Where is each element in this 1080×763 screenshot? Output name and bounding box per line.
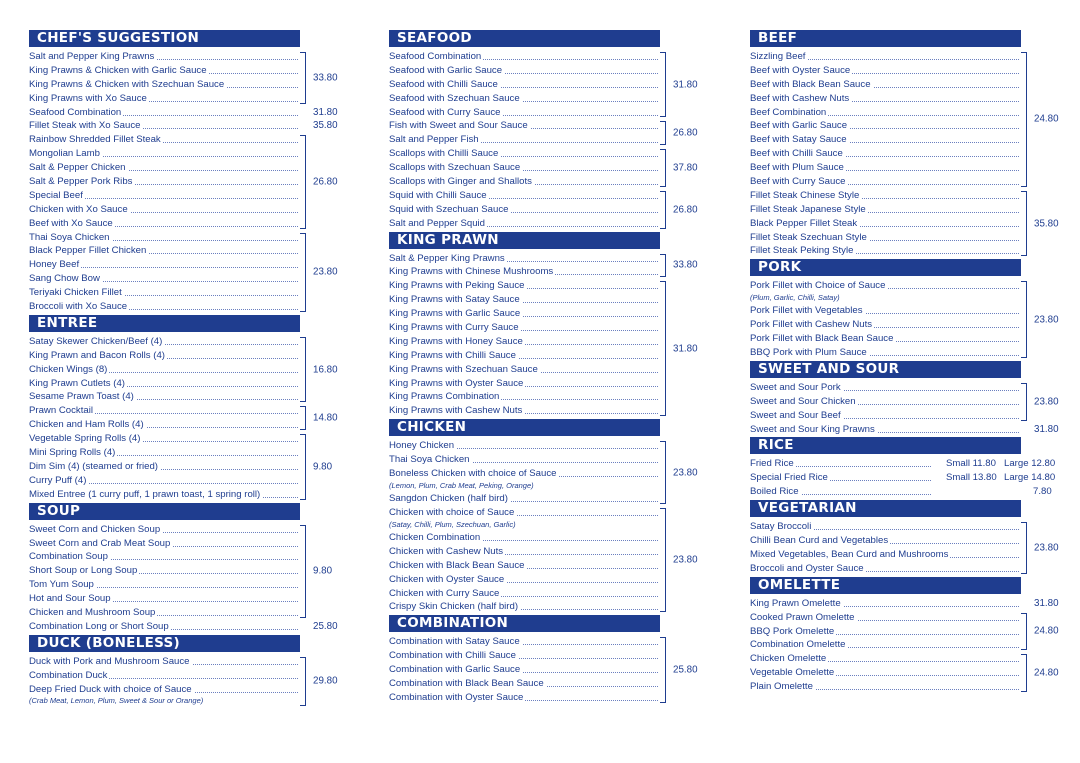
item-name: Thai Soya Chicken (389, 454, 470, 466)
group-price: 9.80 (313, 565, 333, 577)
price-group (389, 439, 713, 506)
group-price: 9.80 (313, 461, 333, 473)
price-group (750, 652, 1074, 694)
section-header: DUCK (BONELESS) (29, 635, 300, 652)
menu-item (750, 597, 1074, 611)
item-name: Broccoli with Xo Sauce (29, 301, 128, 313)
item-name: King Prawns with Garlic Sauce (389, 308, 521, 320)
group-price: 14.80 (313, 412, 338, 424)
group-bracket (660, 441, 666, 504)
item-name: Chicken and Mushroom Soup (29, 606, 156, 618)
small-price: Small 11.80 (946, 458, 996, 470)
item-name: Chicken Omelette (750, 653, 827, 665)
section-seafood (389, 30, 713, 231)
item-name: Mini Spring Rolls (4) (29, 447, 116, 459)
group-bracket (660, 149, 666, 187)
group-price: 37.80 (673, 162, 698, 174)
item-name: King Prawns with Peking Sauce (389, 280, 525, 292)
item-name: Scallops with Ginger and Shallots (389, 176, 532, 188)
item-name: Sweet Corn and Crab Meat Soup (29, 537, 171, 549)
item-sauce-options: (Plum, Garlic, Chilli, Satay) (750, 293, 840, 303)
item-name: Sizzling Beef (750, 51, 806, 62)
item-name: Beef with Satay Sauce (750, 134, 847, 146)
item-name: King Prawns with Cashew Nuts (389, 405, 523, 417)
large-price: Large 12.80 (1004, 458, 1056, 470)
item-name: Salt & Pepper King Prawns (389, 252, 505, 264)
item-name: Black Pepper Fillet Steak (750, 217, 858, 229)
price-group (750, 423, 1074, 437)
group-bracket (1021, 613, 1027, 651)
item-name: Combination Duck (29, 669, 108, 681)
item-sauce-options: (Satay, Chilli, Plum, Szechuan, Garlic) (389, 519, 516, 529)
price-group (29, 404, 353, 432)
item-name: Beef with Plum Sauce (750, 162, 844, 174)
item-name: Seafood with Garlic Sauce (389, 64, 503, 76)
group-bracket (300, 406, 306, 430)
group-bracket (300, 657, 306, 706)
item-name: Salt and Pepper King Prawns (29, 51, 155, 62)
item-name: Seafood Combination (29, 106, 122, 118)
item-name: Sweet and Sour King Prawns (750, 423, 875, 435)
item-name: King Prawns with Chilli Sauce (389, 349, 516, 361)
item-name: Sweet and Sour Pork (750, 381, 841, 393)
group-price: 24.80 (1034, 625, 1059, 637)
item-name: Pork Fillet with Choice of Sauce (750, 280, 886, 292)
section-vegetarian (750, 500, 1074, 576)
item-name: Chicken with Xo Sauce (29, 203, 128, 215)
item-price: 31.80 (313, 106, 338, 118)
group-price: 26.80 (673, 127, 698, 139)
item-name: Chilli Bean Curd and Vegetables (750, 535, 889, 547)
item-name: Black Pepper Fillet Chicken (29, 245, 147, 257)
item-name: King Prawns with Oyster Sauce (389, 377, 524, 389)
price-group (750, 50, 1074, 189)
item-name: Scallops with Szechuan Sauce (389, 162, 521, 174)
item-name: Boneless Chicken with choice of Sauce (389, 468, 557, 480)
price-group (389, 50, 713, 119)
item-name: Teriyaki Chicken Fillet (29, 287, 122, 299)
item-name: Beef Combination (750, 106, 827, 118)
item-name: Fillet Steak Peking Style (750, 245, 854, 257)
group-bracket (1021, 52, 1027, 187)
price-group (29, 119, 353, 133)
item-name: King Prawns Combination (389, 391, 500, 403)
item-name: Crispy Skin Chicken (half bird) (389, 601, 519, 613)
group-bracket (660, 254, 666, 278)
section-combination (389, 615, 713, 704)
item-name: Squid with Chilli Sauce (389, 189, 487, 201)
group-bracket (300, 135, 306, 228)
group-bracket (660, 121, 666, 145)
item-name: Chicken Combination (389, 531, 481, 543)
item-name: Fillet Steak Szechuan Style (750, 231, 867, 243)
section-chef-s-suggestion (29, 30, 353, 314)
item-name: King Prawn Cutlets (4) (29, 377, 125, 389)
item-name: Special Beef (29, 189, 83, 201)
item-name: King Prawns with Szechuan Sauce (389, 363, 538, 375)
item-name: Chicken with Black Bean Sauce (389, 559, 525, 571)
section-header: VEGETARIAN (750, 500, 1021, 517)
price-group (389, 506, 713, 614)
group-price: 26.80 (313, 176, 338, 188)
item-price: 31.80 (1034, 597, 1059, 609)
price-group (389, 147, 713, 189)
price-group (389, 119, 713, 147)
section-header: RICE (750, 437, 1021, 454)
item-sauce-options: (Lemon, Plum, Crab Meat, Peking, Orange) (389, 480, 534, 490)
item-name: Combination with Satay Sauce (389, 636, 520, 648)
price-group (389, 252, 713, 280)
item-name: Pork Fillet with Black Bean Sauce (750, 333, 894, 345)
group-price: 26.80 (673, 204, 698, 216)
group-price: 16.80 (313, 364, 338, 376)
price-group (389, 189, 713, 231)
group-bracket (1021, 383, 1027, 421)
item-name: Combination with Black Bean Sauce (389, 677, 544, 689)
item-name: Chicken with Cashew Nuts (389, 545, 504, 557)
group-bracket (660, 191, 666, 229)
price-group (29, 655, 353, 708)
item-name: Beef with Chilli Sauce (750, 148, 843, 160)
group-bracket (660, 637, 666, 702)
item-name: Salt & Pepper Pork Ribs (29, 176, 133, 188)
price-group (29, 50, 353, 106)
group-bracket (1021, 191, 1027, 256)
item-name: Vegetable Spring Rolls (4) (29, 433, 141, 445)
item-name: King Prawns & Chicken with Garlic Sauce (29, 64, 207, 76)
price-group (750, 279, 1074, 360)
price-group (750, 381, 1074, 423)
item-name: Vegetable Omelette (750, 667, 835, 679)
item-name: Mixed Entree (1 curry puff, 1 prawn toast, 1 spring roll) (29, 488, 261, 500)
item-name: Satay Skewer Chicken/Beef (4) (29, 335, 163, 347)
item-name: Mixed Vegetables, Bean Curd and Mushrooms (750, 548, 949, 560)
item-name: Deep Fried Duck with choice of Sauce (29, 683, 192, 695)
item-name: Squid with Szechuan Sauce (389, 203, 509, 215)
group-price: 29.80 (313, 675, 338, 687)
menu-item (750, 457, 1074, 471)
price-group (29, 133, 353, 230)
group-price: 31.80 (673, 343, 698, 355)
menu-item (29, 620, 353, 634)
item-name: Salt and Pepper Squid (389, 217, 486, 229)
item-name: Plain Omelette (750, 681, 813, 693)
menu-column (29, 30, 353, 709)
item-name: Chicken with choice of Sauce (389, 506, 515, 518)
section-entree (29, 315, 353, 502)
group-bracket (660, 281, 666, 416)
group-price: 23.80 (673, 554, 698, 566)
price-group (29, 432, 353, 501)
section-omelette (750, 577, 1074, 694)
item-name: Seafood with Curry Sauce (389, 106, 501, 118)
menu-column (389, 30, 713, 706)
item-price: 35.80 (313, 120, 338, 132)
item-name: Satay Broccoli (750, 521, 812, 533)
section-soup (29, 503, 353, 634)
item-name: Chicken with Oyster Sauce (389, 573, 505, 585)
menu-item (750, 471, 1074, 485)
item-name: Thai Soya Chicken (29, 231, 110, 243)
item-name: Combination with Chilli Sauce (389, 650, 516, 662)
large-price: Large 14.80 (1004, 472, 1056, 484)
item-name: Cooked Prawn Omelette (750, 611, 855, 623)
item-name: Combination with Oyster Sauce (389, 691, 524, 703)
item-name: King Prawns with Curry Sauce (389, 322, 519, 334)
menu-item (29, 119, 353, 133)
item-name: Combination with Garlic Sauce (389, 664, 521, 676)
price-group (29, 335, 353, 404)
item-name: Scallops with Chilli Sauce (389, 148, 499, 160)
price-group (750, 597, 1074, 611)
item-name: Fillet Steak Japanese Style (750, 203, 866, 215)
item-name: Honey Beef (29, 259, 80, 271)
item-name: Sweet and Sour Chicken (750, 395, 856, 407)
group-price: 33.80 (673, 259, 698, 271)
item-name: Fish with Sweet and Sour Sauce (389, 120, 528, 132)
item-name: Chicken Wings (8) (29, 363, 108, 375)
item-name: Seafood Combination (389, 51, 482, 62)
section-header: OMELETTE (750, 577, 1021, 594)
section-header: KING PRAWN (389, 232, 660, 249)
menu-item (750, 423, 1074, 437)
item-price: 31.80 (1034, 423, 1059, 435)
item-name: Chicken and Ham Rolls (4) (29, 419, 144, 431)
item-name: King Prawns with Satay Sauce (389, 294, 520, 306)
item-sauce-options: (Crab Meat, Lemon, Plum, Sweet & Sour or Orange) (29, 696, 204, 706)
item-name: Sweet and Sour Beef (750, 409, 841, 421)
section-rice (750, 437, 1074, 499)
section-header: SEAFOOD (389, 30, 660, 47)
section-header: PORK (750, 259, 1021, 276)
group-bracket (660, 508, 666, 612)
group-price: 25.80 (673, 664, 698, 676)
item-name: Prawn Cocktail (29, 405, 93, 417)
price-group (750, 189, 1074, 258)
item-name: Combination Soup (29, 551, 108, 563)
item-name: Beef with Cashew Nuts (750, 92, 850, 104)
item-name: Mongolian Lamb (29, 148, 100, 160)
item-name: King Prawn and Bacon Rolls (4) (29, 349, 165, 361)
item-name: Hot and Sour Soup (29, 593, 111, 605)
group-bracket (1021, 281, 1027, 358)
section-duck-boneless (29, 635, 353, 708)
item-name: Salt and Pepper Fish (389, 134, 479, 146)
item-price: 25.80 (313, 620, 338, 632)
section-header: CHEF'S SUGGESTION (29, 30, 300, 47)
group-price: 23.80 (1034, 396, 1059, 408)
section-pork (750, 259, 1074, 360)
item-name: BBQ Pork with Plum Sauce (750, 347, 867, 359)
section-king-prawn (389, 232, 713, 419)
price-group (29, 106, 353, 120)
price-group (750, 520, 1074, 576)
section-sweet-and-sour (750, 361, 1074, 437)
group-price: 31.80 (673, 79, 698, 91)
item-name: Sangdon Chicken (half bird) (389, 493, 508, 505)
item-name: Seafood with Chilli Sauce (389, 78, 498, 90)
item-name: Fried Rice (750, 458, 794, 470)
item-name: Beef with Curry Sauce (750, 176, 846, 188)
small-price: Small 13.80 (946, 472, 997, 484)
item-name: Curry Puff (4) (29, 474, 87, 486)
group-price: 23.80 (1034, 542, 1059, 554)
group-price: 24.80 (1034, 113, 1059, 125)
price-group (29, 231, 353, 314)
item-name: Dim Sim (4) (steamed or fried) (29, 460, 159, 472)
price-group (29, 620, 353, 634)
section-header: ENTREE (29, 315, 300, 332)
item-name: Tom Yum Soup (29, 579, 94, 591)
group-price: 35.80 (1034, 218, 1059, 230)
item-name: Special Fried Rice (750, 472, 828, 484)
menu-item (750, 485, 1074, 499)
section-header: SWEET AND SOUR (750, 361, 1021, 378)
item-price: 7.80 (1033, 486, 1052, 498)
group-bracket (300, 52, 306, 104)
group-bracket (300, 337, 306, 402)
group-price: 33.80 (313, 72, 338, 84)
menu-column (750, 30, 1074, 695)
item-name: King Prawns & Chicken with Szechuan Sauce (29, 78, 225, 90)
section-header: COMBINATION (389, 615, 660, 632)
item-name: Beef with Oyster Sauce (750, 64, 851, 76)
price-group (29, 523, 353, 620)
group-bracket (1021, 654, 1027, 692)
item-name: Chicken with Curry Sauce (389, 587, 500, 599)
item-name: King Prawns with Chinese Mushrooms (389, 266, 554, 278)
price-group (750, 611, 1074, 653)
price-group (389, 635, 713, 704)
section-chicken (389, 419, 713, 614)
item-name: Sang Chow Bow (29, 273, 100, 285)
item-name: Fillet Steak with Xo Sauce (29, 120, 141, 132)
item-name: Combination Long or Short Soup (29, 620, 169, 632)
item-name: Boiled Rice (750, 486, 799, 498)
menu-item (29, 106, 353, 120)
section-header: SOUP (29, 503, 300, 520)
group-price: 23.80 (673, 467, 698, 479)
section-header: CHICKEN (389, 419, 660, 436)
item-name: Combination Omelette (750, 639, 846, 651)
item-name: Sweet Corn and Chicken Soup (29, 523, 161, 535)
group-price: 23.80 (1034, 314, 1059, 326)
group-bracket (1021, 522, 1027, 574)
item-name: Fillet Steak Chinese Style (750, 189, 860, 201)
item-name: King Prawns with Honey Sauce (389, 335, 523, 347)
item-name: Salt & Pepper Chicken (29, 162, 126, 174)
group-price: 24.80 (1034, 667, 1059, 679)
group-bracket (300, 233, 306, 312)
item-name: Pork Fillet with Cashew Nuts (750, 319, 873, 331)
price-group (389, 279, 713, 418)
item-name: Beef with Xo Sauce (29, 217, 113, 229)
item-name: Sesame Prawn Toast (4) (29, 391, 134, 403)
group-bracket (300, 434, 306, 499)
group-bracket (660, 52, 666, 117)
item-name: Beef with Garlic Sauce (750, 120, 848, 132)
group-bracket (300, 525, 306, 618)
item-name: Beef with Black Bean Sauce (750, 78, 871, 90)
item-name: Broccoli and Oyster Sauce (750, 562, 864, 574)
section-header: BEEF (750, 30, 1021, 47)
item-name: Duck with Pork and Mushroom Sauce (29, 655, 190, 667)
section-beef (750, 30, 1074, 258)
item-name: Seafood with Szechuan Sauce (389, 92, 520, 104)
item-name: Pork Fillet with Vegetables (750, 305, 863, 317)
group-price: 23.80 (313, 266, 338, 278)
item-name: King Prawns with Xo Sauce (29, 92, 147, 104)
item-name: King Prawn Omelette (750, 597, 841, 609)
item-name: BBQ Pork Omelette (750, 625, 835, 637)
item-name: Rainbow Shredded Fillet Steak (29, 134, 161, 146)
item-name: Honey Chicken (389, 440, 455, 452)
item-name: Short Soup or Long Soup (29, 565, 138, 577)
